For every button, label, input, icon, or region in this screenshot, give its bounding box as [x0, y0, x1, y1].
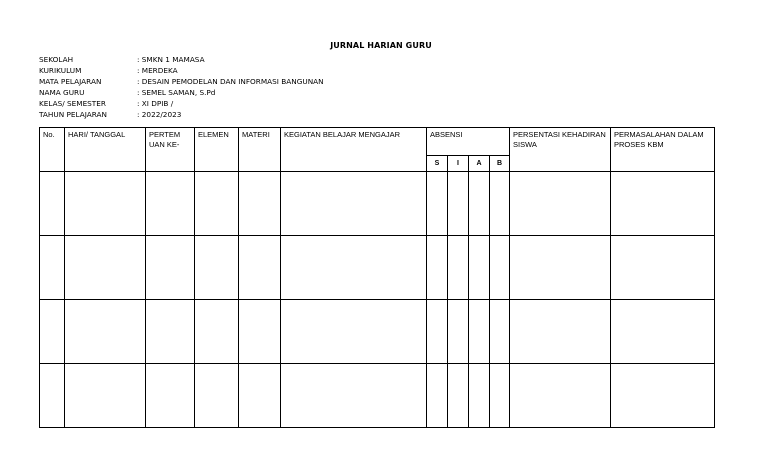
info-value: : SMKN 1 MAMASA [137, 55, 205, 64]
table-cell[interactable] [448, 300, 469, 364]
header-absensi: ABSENSI [427, 128, 510, 156]
table-row [40, 236, 715, 300]
table-cell[interactable] [65, 364, 146, 428]
header-permasalahan: PERMASALAHAN DALAM PROSES KBM [611, 128, 715, 172]
table-cell[interactable] [427, 236, 448, 300]
info-row-kurikulum [39, 65, 324, 76]
table-cell[interactable] [40, 300, 65, 364]
table-cell[interactable] [469, 172, 490, 236]
table-cell[interactable] [611, 364, 715, 428]
info-value: : DESAIN PEMODELAN DAN INFORMASI BANGUNAN [137, 77, 324, 86]
table-cell[interactable] [448, 236, 469, 300]
table-cell[interactable] [65, 300, 146, 364]
table-cell[interactable] [490, 300, 510, 364]
table-cell[interactable] [469, 364, 490, 428]
table-cell[interactable] [195, 364, 239, 428]
table-cell[interactable] [281, 172, 427, 236]
table-cell[interactable] [490, 236, 510, 300]
header-kegiatan: KEGIATAN BELAJAR MENGAJAR [281, 128, 427, 172]
table-cell[interactable] [195, 300, 239, 364]
table-cell[interactable] [40, 172, 65, 236]
header-no: No. [40, 128, 65, 172]
table-row [40, 300, 715, 364]
table-cell[interactable] [195, 236, 239, 300]
header-persentasi: PERSENTASI KEHADIRAN SISWA [510, 128, 611, 172]
table-cell[interactable] [427, 172, 448, 236]
header-absensi-a: A [469, 156, 490, 172]
table-cell[interactable] [239, 364, 281, 428]
table-cell[interactable] [195, 172, 239, 236]
table-cell[interactable] [146, 364, 195, 428]
info-value: : SEMEL SAMAN, S.Pd [137, 88, 216, 97]
info-value: : MERDEKA [137, 66, 178, 75]
table-cell[interactable] [611, 300, 715, 364]
table-cell[interactable] [427, 300, 448, 364]
info-value: : XI DPIB / [137, 99, 174, 108]
table-cell[interactable] [490, 172, 510, 236]
header-absensi-i: I [448, 156, 469, 172]
table-cell[interactable] [40, 236, 65, 300]
header-hari-tanggal: HARI/ TANGGAL [65, 128, 146, 172]
table-cell[interactable] [448, 364, 469, 428]
table-cell[interactable] [510, 236, 611, 300]
table-cell[interactable] [611, 172, 715, 236]
info-row-mata-pelajaran [39, 76, 324, 87]
table-row [40, 364, 715, 428]
table-cell[interactable] [65, 172, 146, 236]
table-cell[interactable] [510, 300, 611, 364]
info-row-nama-guru [39, 87, 324, 98]
info-label: NAMA GURU [39, 88, 85, 97]
table-row [40, 172, 715, 236]
journal-table [39, 127, 715, 428]
info-label: KELAS/ SEMESTER [39, 99, 106, 108]
table-cell[interactable] [469, 236, 490, 300]
table-cell[interactable] [510, 172, 611, 236]
info-value: : 2022/2023 [137, 110, 182, 119]
info-block [39, 54, 324, 120]
table-cell[interactable] [281, 236, 427, 300]
table-cell[interactable] [281, 300, 427, 364]
table-cell[interactable] [490, 364, 510, 428]
info-label: SEKOLAH [39, 55, 74, 64]
header-elemen: ELEMEN [195, 128, 239, 172]
table-cell[interactable] [427, 364, 448, 428]
info-row-tahun-pelajaran [39, 109, 324, 120]
table-cell[interactable] [239, 172, 281, 236]
header-absensi-b: B [490, 156, 510, 172]
header-materi: MATERI [239, 128, 281, 172]
table-cell[interactable] [65, 236, 146, 300]
header-absensi-s: S [427, 156, 448, 172]
table-cell[interactable] [281, 364, 427, 428]
table-cell[interactable] [146, 300, 195, 364]
header-pertemuan: PERTEM UAN KE- [146, 128, 195, 172]
table-cell[interactable] [469, 300, 490, 364]
info-label: TAHUN PELAJARAN [39, 110, 107, 119]
info-row-sekolah [39, 54, 324, 65]
table-cell[interactable] [146, 236, 195, 300]
table-cell[interactable] [239, 300, 281, 364]
info-label: KURIKULUM [39, 66, 82, 75]
table-cell[interactable] [40, 364, 65, 428]
document-title: JURNAL HARIAN GURU [330, 41, 432, 50]
table-cell[interactable] [239, 236, 281, 300]
table-cell[interactable] [146, 172, 195, 236]
table-cell[interactable] [510, 364, 611, 428]
info-row-kelas-semester [39, 98, 324, 109]
table-cell[interactable] [611, 236, 715, 300]
table-cell[interactable] [448, 172, 469, 236]
info-label: MATA PELAJARAN [39, 77, 102, 86]
